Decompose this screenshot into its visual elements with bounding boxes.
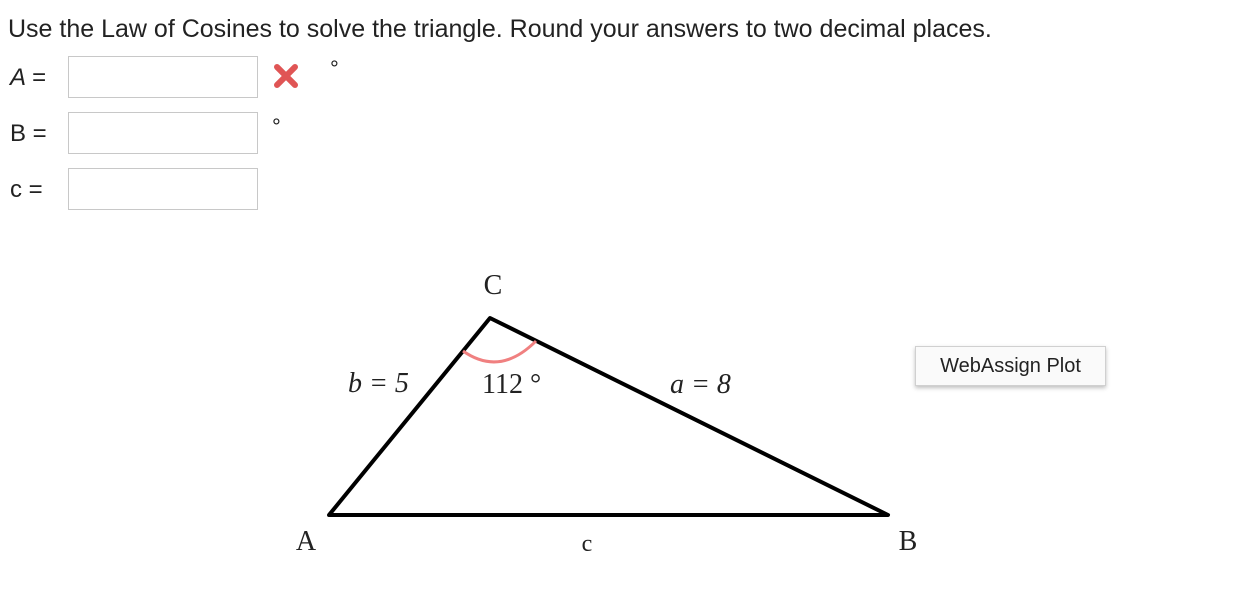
- angle-a-degree-unit: °: [330, 56, 339, 81]
- angle-a-input[interactable]: [68, 56, 258, 98]
- vertex-a-label: A: [295, 526, 317, 557]
- side-c-label: c =: [10, 176, 43, 203]
- angle-c-value-label: 112 °: [482, 369, 542, 400]
- angle-b-input[interactable]: [68, 112, 258, 154]
- answer-row-c: [0, 168, 600, 212]
- incorrect-x-icon: [272, 62, 300, 90]
- triangle-diagram: [280, 262, 940, 572]
- triangle-figure: [280, 262, 940, 572]
- angle-a-label: A =: [10, 64, 46, 91]
- angle-b-label: B =: [10, 120, 47, 147]
- side-b-label: b = 5: [348, 368, 409, 399]
- vertex-b-label: B: [898, 526, 918, 557]
- webassign-plot-badge: WebAssign Plot: [915, 346, 1106, 386]
- angle-c-arc: [463, 341, 536, 362]
- side-c-input[interactable]: [68, 168, 258, 210]
- answer-row-b: [0, 112, 600, 156]
- side-c-figure-label: c: [581, 531, 593, 557]
- question-text: Use the Law of Cosines to solve the triangle. Round your answers to two decimal places.: [8, 15, 992, 43]
- side-a-label: a = 8: [670, 369, 731, 400]
- answer-row-a: [0, 56, 600, 100]
- vertex-c-label: C: [483, 270, 503, 301]
- triangle-shape: [329, 318, 888, 515]
- angle-b-degree-unit: °: [272, 114, 281, 139]
